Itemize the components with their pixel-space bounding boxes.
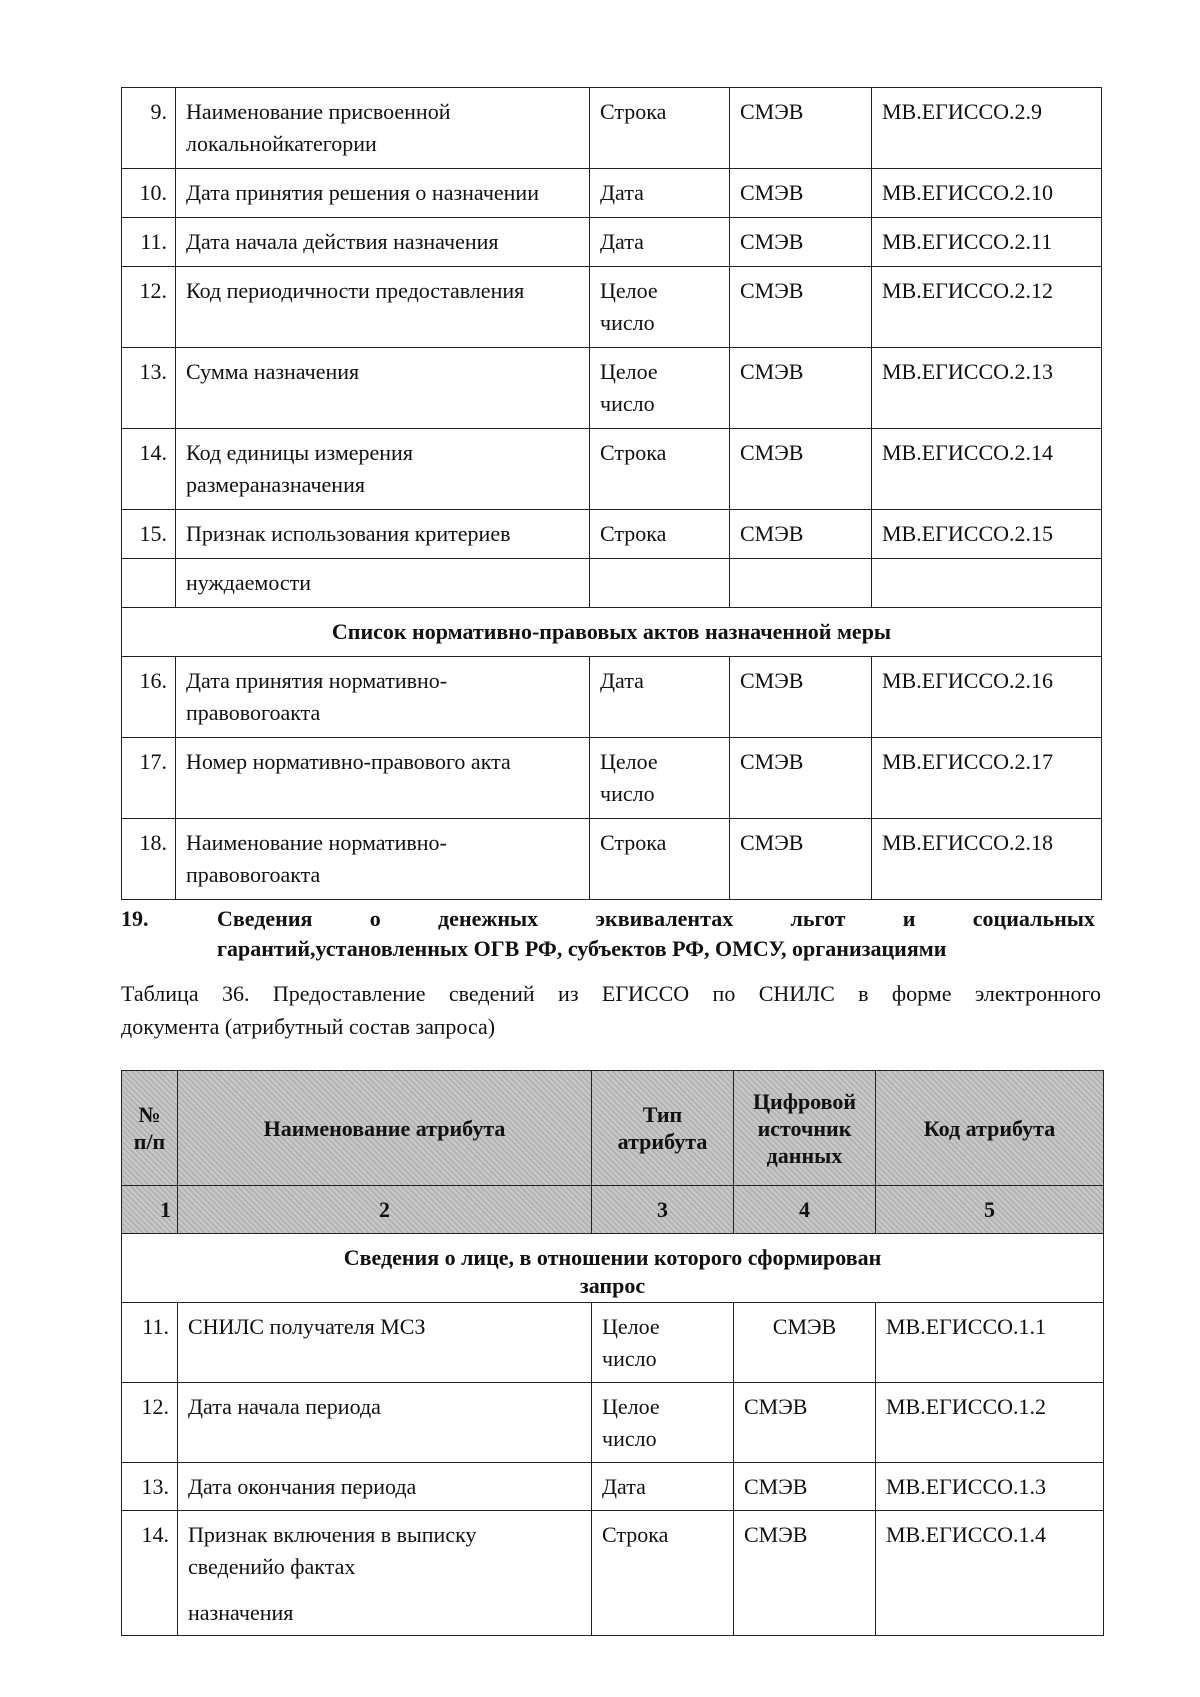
row-number: 17. (122, 738, 176, 819)
row-number: 9. (122, 88, 176, 169)
table-row (122, 1383, 1104, 1463)
data-source: СМЭВ (730, 429, 872, 510)
attribute-code: МВ.ЕГИССО.2.15 (872, 510, 1102, 559)
row-number: 13. (122, 348, 176, 429)
attribute-type: Целое число (592, 1303, 734, 1383)
caption-word: электронного (974, 981, 1101, 1006)
caption-word: в (858, 981, 869, 1006)
caption-word: 36. (221, 981, 250, 1006)
data-source: СМЭВ (734, 1511, 876, 1636)
heading-word: денежных (438, 906, 539, 931)
header-attribute-code: Код атрибута (876, 1071, 1104, 1186)
attribute-type: Целое число (592, 1383, 734, 1463)
attribute-name: Дата принятия решения о назначении (176, 169, 590, 218)
column-index: 5 (876, 1186, 1104, 1234)
attribute-type: Строка (590, 88, 730, 169)
heading-word: эквивалентах (595, 906, 734, 931)
row-number: 16. (122, 657, 176, 738)
header-row (122, 1071, 1104, 1186)
attribute-type: Целое число (590, 348, 730, 429)
attribute-name: Дата принятия нормативно- правовогоакта (176, 657, 590, 738)
data-source (730, 559, 872, 608)
attribute-name: СНИЛС получателя МСЗ (178, 1303, 592, 1383)
attribute-code: МВ.ЕГИССО.1.4 (876, 1511, 1104, 1636)
attribute-type: Дата (590, 657, 730, 738)
section-title: Список нормативно-правовых актов назначенной меры (122, 608, 1102, 657)
row-number (122, 559, 176, 608)
table-row (122, 738, 1102, 819)
attribute-name: Наименование нормативно- правовогоакта (176, 819, 590, 900)
attribute-code: МВ.ЕГИССО.2.14 (872, 429, 1102, 510)
attribute-code: МВ.ЕГИССО.2.11 (872, 218, 1102, 267)
table-row (122, 267, 1102, 348)
data-source: СМЭВ (730, 267, 872, 348)
attribute-type: Дата (592, 1463, 734, 1511)
header-number: № п/п (122, 1071, 178, 1186)
section-number: 19. (121, 906, 149, 931)
attribute-type: Целое число (590, 738, 730, 819)
attribute-name: Сумма назначения (176, 348, 590, 429)
column-index: 4 (734, 1186, 876, 1234)
column-index: 2 (178, 1186, 592, 1234)
data-source: СМЭВ (734, 1463, 876, 1511)
attribute-name: нуждаемости (176, 559, 590, 608)
caption-word: из (558, 981, 579, 1006)
data-source: СМЭВ (734, 1383, 876, 1463)
attribute-code: МВ.ЕГИССО.2.16 (872, 657, 1102, 738)
data-source: СМЭВ (730, 169, 872, 218)
caption-line-1 (121, 977, 1101, 1010)
heading-word: и (902, 906, 916, 931)
row-number: 11. (122, 218, 176, 267)
table-row (122, 1511, 1104, 1636)
attribute-type: Дата (590, 218, 730, 267)
attribute-code: МВ.ЕГИССО.1.1 (876, 1303, 1104, 1383)
data-source: СМЭВ (730, 510, 872, 559)
table-row (122, 169, 1102, 218)
data-source: СМЭВ (730, 218, 872, 267)
attribute-name: Код периодичности предоставления (176, 267, 590, 348)
attribute-name: Код единицы измерения размераназначения (176, 429, 590, 510)
table-row (122, 348, 1102, 429)
caption-word: Предоставление (272, 981, 426, 1006)
table-caption (121, 977, 1101, 1043)
table-row (122, 510, 1102, 559)
heading-word: льгот (790, 906, 846, 931)
row-number: 10. (122, 169, 176, 218)
table-36-request-attributes (121, 1070, 1104, 1636)
attribute-name: Дата начала действия назначения (176, 218, 590, 267)
caption-word: ЕГИССО (601, 981, 690, 1006)
attribute-code: МВ.ЕГИССО.1.3 (876, 1463, 1104, 1511)
data-source: СМЭВ (730, 819, 872, 900)
attribute-name: Признак включения в выписку сведенийо фактах назначения (178, 1511, 592, 1636)
attribute-code: МВ.ЕГИССО.2.10 (872, 169, 1102, 218)
row-number: 15. (122, 510, 176, 559)
attribute-code (872, 559, 1102, 608)
caption-word: СНИЛС (758, 981, 835, 1006)
header-data-source: Цифровой источник данных (734, 1071, 876, 1186)
attribute-code: МВ.ЕГИССО.1.2 (876, 1383, 1104, 1463)
column-index: 1 (122, 1186, 178, 1234)
attribute-code: МВ.ЕГИССО.2.17 (872, 738, 1102, 819)
attribute-type: Строка (590, 510, 730, 559)
heading-line-2: гарантий,установленных ОГВ РФ, субъектов РФ, ОМСУ, организациями (217, 936, 947, 961)
header-attribute-type: Тип атрибута (592, 1071, 734, 1186)
row-number: 14. (122, 429, 176, 510)
attribute-type: Строка (592, 1511, 734, 1636)
attribute-name: Дата окончания периода (178, 1463, 592, 1511)
caption-word: сведений (448, 981, 535, 1006)
table-row (122, 88, 1102, 169)
data-source: СМЭВ (730, 348, 872, 429)
attribute-code: МВ.ЕГИССО.2.13 (872, 348, 1102, 429)
column-index: 3 (592, 1186, 734, 1234)
attribute-code: МВ.ЕГИССО.2.12 (872, 267, 1102, 348)
header-attribute-name: Наименование атрибута (178, 1071, 592, 1186)
data-source: СМЭВ (734, 1303, 876, 1383)
attribute-name: Номер нормативно-правового акта (176, 738, 590, 819)
caption-word: Таблица (121, 981, 199, 1006)
row-number: 13. (122, 1463, 178, 1511)
attribute-type: Целое число (590, 267, 730, 348)
column-index-row (122, 1186, 1104, 1234)
caption-word: форме (891, 981, 952, 1006)
section-title: Сведения о лице, в отношении которого сформирован запрос (122, 1234, 1104, 1303)
table-row (122, 1303, 1104, 1383)
section-row (122, 1234, 1104, 1303)
heading-line-1 (217, 904, 1095, 934)
section-row (122, 608, 1102, 657)
row-number: 14. (122, 1511, 178, 1636)
table-row (122, 218, 1102, 267)
attribute-type: Строка (590, 429, 730, 510)
row-number: 12. (122, 1383, 178, 1463)
table-row (122, 559, 1102, 608)
data-source: СМЭВ (730, 88, 872, 169)
heading-word: о (369, 906, 381, 931)
caption-line-2: документа (атрибутный состав запроса) (121, 1014, 496, 1039)
row-number: 18. (122, 819, 176, 900)
table-row (122, 1463, 1104, 1511)
attribute-code: МВ.ЕГИССО.2.9 (872, 88, 1102, 169)
heading-word: Сведения (217, 906, 313, 931)
table-row (122, 429, 1102, 510)
table-row (122, 819, 1102, 900)
attribute-name: Дата начала периода (178, 1383, 592, 1463)
row-number: 11. (122, 1303, 178, 1383)
data-source: СМЭВ (730, 657, 872, 738)
attribute-type: Строка (590, 819, 730, 900)
caption-word: по (712, 981, 736, 1006)
attribute-type (590, 559, 730, 608)
attribute-code: МВ.ЕГИССО.2.18 (872, 819, 1102, 900)
row-number: 12. (122, 267, 176, 348)
attribute-type: Дата (590, 169, 730, 218)
attribute-name: Признак использования критериев (176, 510, 590, 559)
data-source: СМЭВ (730, 738, 872, 819)
attributes-table-continued (121, 87, 1102, 900)
table-row (122, 657, 1102, 738)
attribute-name: Наименование присвоенной локальнойкатегории (176, 88, 590, 169)
heading-word: социальных (972, 906, 1095, 931)
